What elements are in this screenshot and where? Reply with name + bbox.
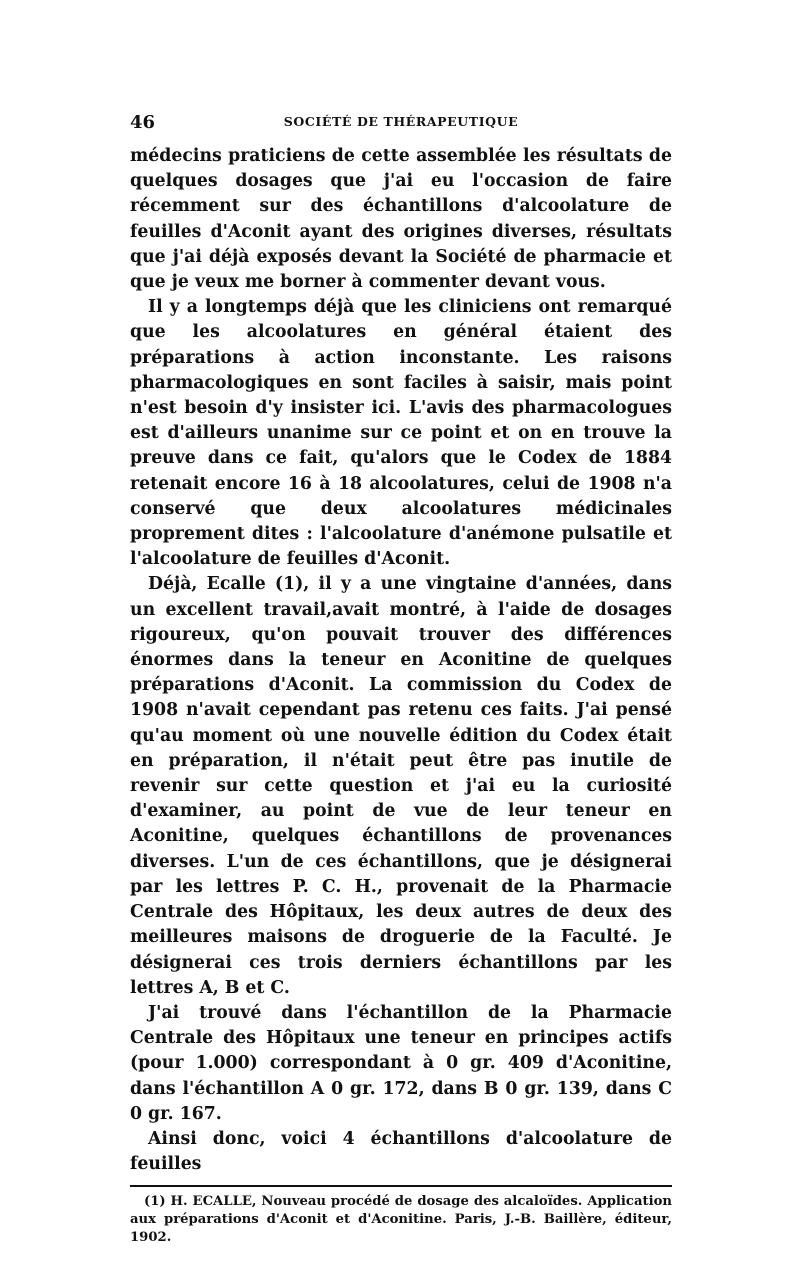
running-title: SOCIÉTÉ DE THÉRAPEUTIQUE <box>283 114 519 129</box>
page-header <box>130 112 672 142</box>
body-text <box>130 144 672 1177</box>
footnote-divider <box>130 1185 672 1187</box>
footnote: (1) H. ECALLE, Nouveau procédé de dosage des alcaloïdes. Application aux préparations d'Aconit et d'Aconitine. Paris, J.-B. Baillère, éditeur, 1902. <box>130 1194 672 1246</box>
page-number: 46 <box>130 112 156 133</box>
paragraph-4: J'ai trouvé dans l'échantillon de la Pharmacie Centrale des Hôpitaux une teneur en principes actifs (pour 1.000) correspondant à 0 gr. 409 d'Aconitine, dans l'échantillon A 0 gr. 172, dans B 0 gr. 139, dans C 0 gr. 167. <box>130 1002 672 1124</box>
paragraph-3: Déjà, Ecalle (1), il y a une vingtaine d'années, dans un excellent travail,avait montré, à l'aide de dosages rigoureux, qu'on pouvait trouver des différences énormes dans la teneur en Aconitine de quelques préparations d'Aconit. La commission du Codex de 1908 n'avait cependant pas retenu ces faits. J'ai pensé qu'au moment où une nouvelle édition du Codex était en préparation, il n'était peut être pas inutile de revenir sur cette question et j'ai eu la curiosité d'examiner, au point de vue de leur teneur en Aconitine, quelques échantillons de provenances diverses. L'un de ces échantillons, que je désignerai par les lettres P. C. H., provenait de la Pharmacie Centrale des Hôpitaux, les deux autres de deux des meilleures maisons de droguerie de la Faculté. Je désignerai ces trois derniers échantillons par les lettres A, B et C. <box>130 574 672 998</box>
paragraph-1: médecins praticiens de cette assemblée les résultats de quelques dosages que j'ai eu l'occasion de faire récemment sur des échantillons d'alcoolature de feuilles d'Aconit ayant des origines diverses, résultats que j'ai déjà exposés devant la Société de pharmacie et que je veux me borner à commenter devant vous. <box>130 146 672 293</box>
book-page <box>130 112 672 1247</box>
paragraph-2: Il y a longtemps déjà que les cliniciens ont remarqué que les alcoolatures en général étaient des préparations à action inconstante. Les raisons pharmacologiques en sont faciles à saisir, mais point n'est besoin d'y insister ici. L'avis des pharmacologues est d'ailleurs unanime sur ce point et on en trouve la preuve dans ce fait, qu'alors que le Codex de 1884 retenait encore 16 à 18 alcoolatures, celui de 1908 n'a conservé que deux alcoolatures médicinales proprement dites : l'alcoolature d'anémone pulsatile et l'alcoolature de feuilles d'Aconit. <box>130 297 672 570</box>
paragraph-5: Ainsi donc, voici 4 échantillons d'alcoolature de feuilles <box>130 1128 672 1175</box>
